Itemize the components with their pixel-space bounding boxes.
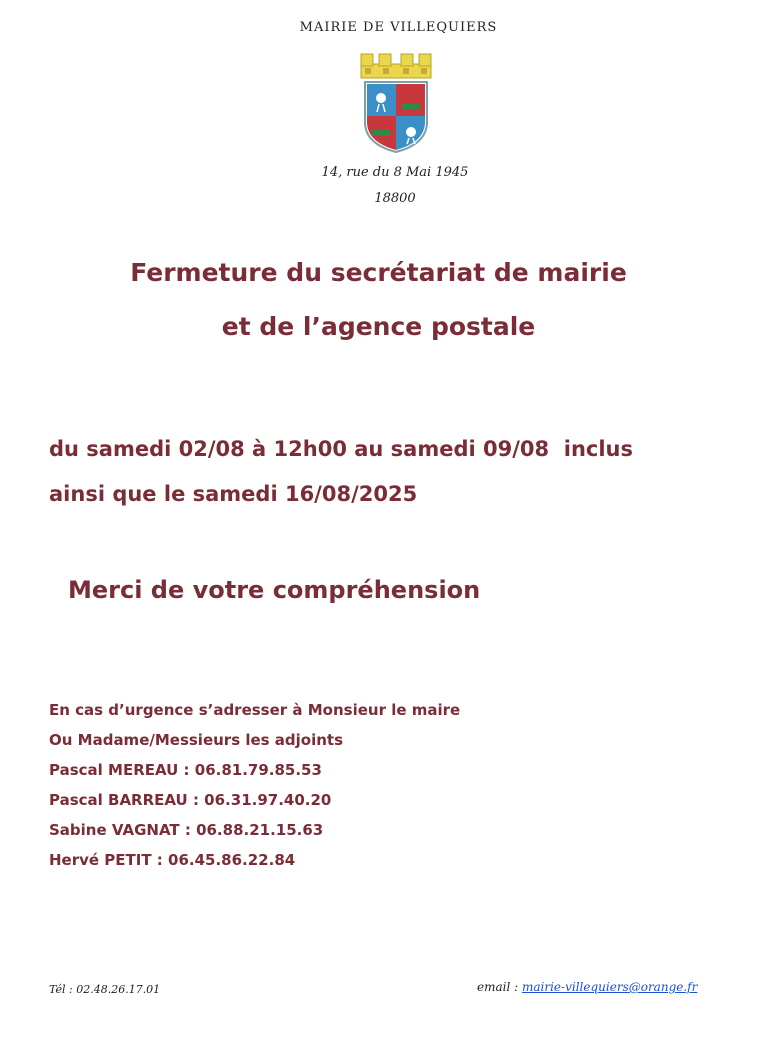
shield [365, 82, 427, 152]
contacts-intro-line1: En cas d’urgence s’adresser à Monsieur le maire [49, 701, 461, 719]
contact-person: Sabine VAGNAT : 06.88.21.15.63 [49, 821, 324, 839]
contact-person: Hervé PETIT : 06.45.86.22.84 [49, 851, 296, 869]
contact-person: Pascal MEREAU : 06.81.79.85.53 [49, 761, 322, 779]
coat-of-arms-icon [355, 52, 437, 154]
footer-email [477, 980, 697, 994]
address-street: 14, rue du 8 Mai 1945 [321, 165, 469, 180]
contact-person: Pascal BARREAU : 06.31.97.40.20 [49, 791, 332, 809]
address-postcode: 18800 [374, 191, 416, 206]
email-label: email : [477, 980, 522, 994]
closure-dates-line1: du samedi 02/08 à 12h00 au samedi 09/08 inclus [49, 437, 634, 461]
email-link[interactable]: mairie-villequiers@orange.fr [521, 980, 698, 994]
notice-title-line1: Fermeture du secrétariat de mairie [130, 258, 627, 287]
footer-phone: Tél : 02.48.26.17.01 [49, 983, 161, 996]
mairie-title: MAIRIE DE VILLEQUIERS [299, 20, 498, 35]
contacts-intro-line2: Ou Madame/Messieurs les adjoints [49, 731, 344, 749]
closure-dates-line2: ainsi que le samedi 16/08/2025 [49, 482, 418, 506]
thanks-message: Merci de votre compréhension [68, 576, 481, 604]
crown [361, 54, 431, 78]
notice-title-line2: et de l’agence postale [221, 312, 536, 341]
emergency-contacts [49, 700, 460, 880]
